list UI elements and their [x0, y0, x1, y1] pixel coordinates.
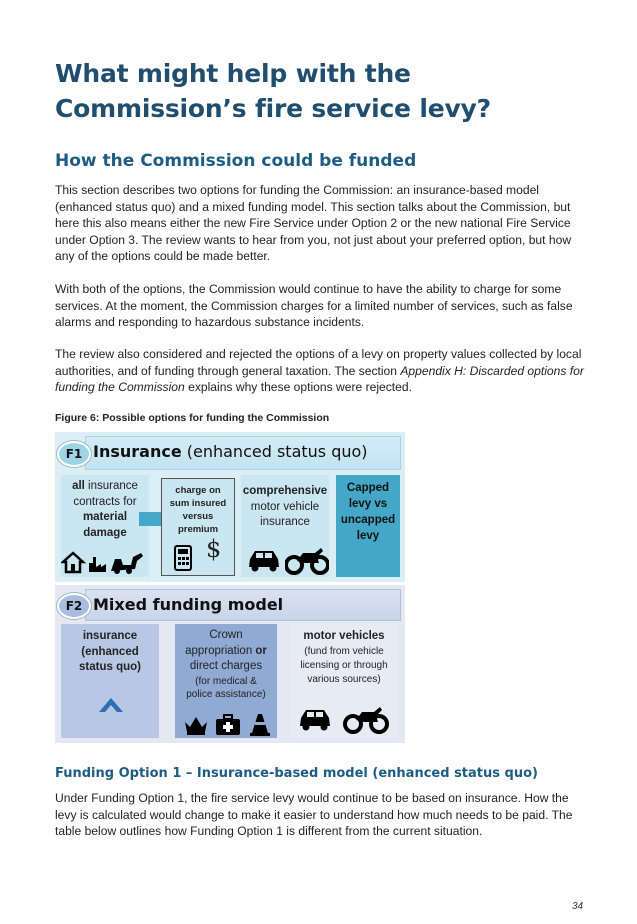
option-f2-title: Mixed funding model [93, 595, 284, 614]
car-icon [298, 706, 332, 732]
funding-options-figure [55, 432, 405, 743]
f2-crown-box [175, 624, 277, 738]
chevron-up-icon [98, 694, 124, 714]
f1-box1-text: insurance contracts for [73, 480, 138, 508]
f1-box4-text: Capped levy vs uncapped levy [340, 482, 396, 542]
paragraph-option-1: Under Funding Option 1, the fire service levy would continue to be based on insurance. How the levy is calculated would change to make it easier to understand how much needs to be paid. The table below outlines how Funding Option 1 is different from the current situation. [55, 791, 573, 838]
f2-insurance-box [61, 624, 159, 738]
f1-box2-text: charge on sum insured versus premium [169, 485, 227, 535]
paragraph-intro: This section describes two options for funding the Commission: an insurance-based model (enhanced status quo) and a mixed funding model. This section talks about the Commission, but here this also means either the new Fire Service under Option 2 or the new national Fire Service under Option 3. The review wants to hear from you, not just about your preferred option, but how any of the options could be made better. [55, 183, 572, 263]
option-f1-badge: F1 [57, 441, 91, 467]
f2-box2-small: (for medical & police assistance) [186, 675, 266, 700]
paragraph-rejected-options [55, 346, 585, 396]
f1-box3-text: motor vehicle insurance [250, 500, 320, 528]
figure-caption: Figure 6: Possible options for funding the Commission [55, 412, 330, 424]
traffic-cone-icon [249, 712, 271, 736]
option-f1-title [93, 442, 368, 461]
option-f1-title-rest: (enhanced status quo) [181, 442, 368, 461]
f2-box3-small: (fund from vehicle licensing or through various sources) [300, 645, 388, 685]
appendix-reference: Appendix H: Discarded options for funding the Commission [55, 363, 584, 394]
f2-box2-or: or [255, 644, 267, 657]
option-f1-title-bold: Insurance [93, 442, 182, 461]
f1-box3-comprehensive: comprehensive [242, 485, 328, 497]
f1-box1-material-damage: material damage [82, 511, 128, 539]
funding-option-1-heading: Funding Option 1 – Insurance-based model (enhanced status quo) [55, 766, 538, 781]
f2-motor-vehicles-box [290, 624, 398, 738]
f2-box2-pre: Crown appropriation [185, 629, 256, 657]
f1-charge-basis-box [161, 478, 235, 576]
f1-all-insurance-box [61, 475, 149, 577]
car-icon [247, 547, 281, 573]
medical-kit-icon [215, 714, 241, 736]
option-f2-badge: F2 [57, 593, 91, 619]
calculator-icon [174, 545, 192, 571]
motorcycle-icon [285, 545, 329, 575]
f2-box1-text: insurance (enhanced status quo) [79, 630, 141, 673]
paragraph-charges: With both of the options, the Commission would continue to have the ability to charge for some services. At the moment, the Commission charges for a limited number of services, such as false alarms and responding to hazardous substance incidents. [55, 282, 573, 329]
property-icons [61, 549, 149, 575]
f2-box2-post: direct charges [189, 660, 263, 672]
f1-capped-levy-box [336, 475, 400, 577]
dollar-icon: $ [206, 535, 222, 563]
p3-text-pre: The review also considered and rejected the options of a levy on property values collected by local authorities, and of funding through general taxation. The section [55, 347, 582, 378]
page-title: What might help with the Commission’s fire service levy? [55, 59, 491, 123]
p3-text-post: explains why these options were rejected. [184, 380, 412, 394]
section-heading: How the Commission could be funded [55, 151, 417, 171]
motorcycle-icon [342, 704, 390, 734]
page-number: 34 [572, 901, 584, 912]
f2-box3-bold: motor vehicles [303, 630, 385, 642]
f1-motor-vehicle-box [241, 475, 329, 577]
f1-box1-all: all [72, 480, 85, 492]
crown-icon [183, 714, 209, 736]
